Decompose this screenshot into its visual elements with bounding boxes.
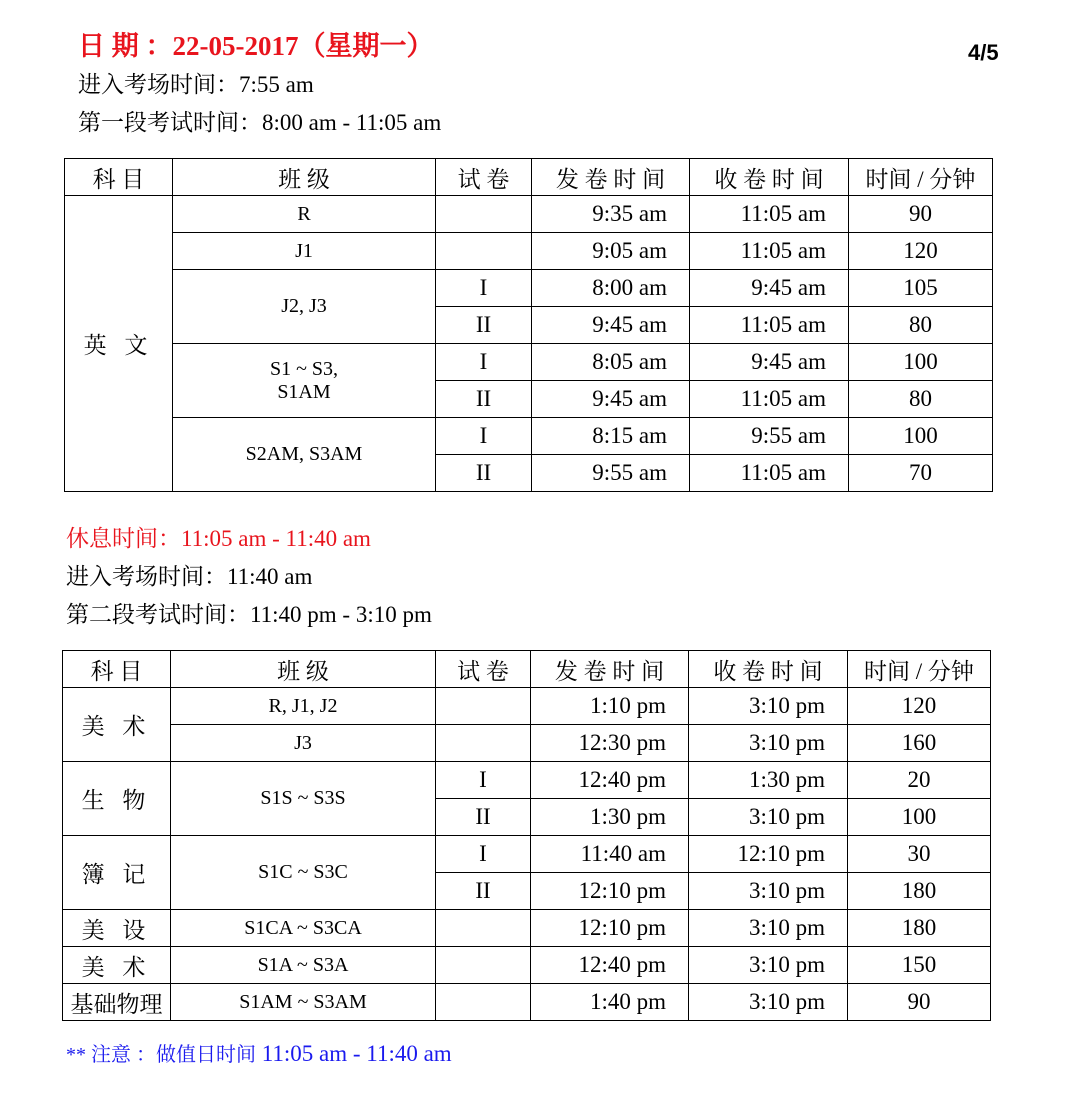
- end-time-cell: 11:05 am: [690, 455, 849, 492]
- col-header-subject: 科 目: [65, 159, 173, 196]
- end-time-cell: 11:05 am: [690, 233, 849, 270]
- subject-cell: 生 物: [63, 762, 171, 836]
- paper-cell: I: [436, 836, 531, 873]
- paper-cell: I: [436, 418, 532, 455]
- col-header-start: 发 卷 时 间: [531, 651, 689, 688]
- class-cell: S1AM ~ S3AM: [171, 984, 436, 1021]
- duration-cell: 105: [849, 270, 993, 307]
- col-header-paper: 试 卷: [436, 159, 532, 196]
- start-time-cell: 9:45 am: [532, 381, 690, 418]
- start-time-cell: 12:40 pm: [531, 947, 689, 984]
- table-row: [63, 836, 991, 873]
- duration-cell: 160: [848, 725, 991, 762]
- subject-cell: 簿 记: [63, 836, 171, 910]
- table-row: [65, 270, 993, 307]
- session1-enter-time: 进入考场时间：7:55 am: [78, 72, 314, 97]
- paper-cell: [436, 196, 532, 233]
- table-row: [65, 196, 993, 233]
- table-row: [63, 725, 991, 762]
- subject-cell: 基础物理: [63, 984, 171, 1021]
- end-time-cell: 3:10 pm: [689, 947, 848, 984]
- schedule-table-session2: [62, 650, 991, 1021]
- paper-cell: [436, 233, 532, 270]
- class-cell: S1CA ~ S3CA: [171, 910, 436, 947]
- table-header-row: [65, 159, 993, 196]
- table-header-row: [63, 651, 991, 688]
- subject-cell: 美 设: [63, 910, 171, 947]
- end-time-cell: 9:55 am: [690, 418, 849, 455]
- duration-cell: 80: [849, 381, 993, 418]
- start-time-cell: 8:05 am: [532, 344, 690, 381]
- duration-cell: 150: [848, 947, 991, 984]
- class-cell: S1S ~ S3S: [171, 762, 436, 836]
- end-time-cell: 9:45 am: [690, 344, 849, 381]
- duration-cell: 100: [849, 418, 993, 455]
- subject-cell: 美 术: [63, 947, 171, 984]
- col-header-class: 班 级: [171, 651, 436, 688]
- col-header-paper: 试 卷: [436, 651, 531, 688]
- end-time-cell: 3:10 pm: [689, 688, 848, 725]
- duty-note-label: ** 注意 ：做值日时间: [66, 1044, 256, 1066]
- class-cell: J3: [171, 725, 436, 762]
- duration-cell: 90: [848, 984, 991, 1021]
- table-row: [63, 984, 991, 1021]
- duration-cell: 180: [848, 873, 991, 910]
- start-time-cell: 9:55 am: [532, 455, 690, 492]
- paper-cell: II: [436, 455, 532, 492]
- start-time-cell: 12:30 pm: [531, 725, 689, 762]
- col-header-end: 收 卷 时 间: [690, 159, 849, 196]
- duration-cell: 90: [849, 196, 993, 233]
- paper-cell: II: [436, 799, 531, 836]
- paper-cell: [436, 947, 531, 984]
- duration-cell: 120: [848, 688, 991, 725]
- end-time-cell: 3:10 pm: [689, 873, 848, 910]
- class-cell: S1A ~ S3A: [171, 947, 436, 984]
- start-time-cell: 8:15 am: [532, 418, 690, 455]
- class-cell: S1 ~ S3, S1AM: [173, 344, 436, 418]
- table-row: [65, 233, 993, 270]
- paper-cell: I: [436, 344, 532, 381]
- start-time-cell: 1:40 pm: [531, 984, 689, 1021]
- col-header-start: 发 卷 时 间: [532, 159, 690, 196]
- subject-cell: 美 术: [63, 688, 171, 762]
- table-row: [65, 418, 993, 455]
- start-time-cell: 9:45 am: [532, 307, 690, 344]
- paper-cell: I: [436, 270, 532, 307]
- duration-cell: 20: [848, 762, 991, 799]
- end-time-cell: 1:30 pm: [689, 762, 848, 799]
- schedule-table-session1: [64, 158, 993, 492]
- end-time-cell: 11:05 am: [690, 196, 849, 233]
- class-cell: J1: [173, 233, 436, 270]
- col-header-subject: 科 目: [63, 651, 171, 688]
- paper-cell: [436, 984, 531, 1021]
- session1-exam-time: 第一段考试时间：8:00 am - 11:05 am: [78, 110, 442, 135]
- class-cell: R: [173, 196, 436, 233]
- duration-cell: 100: [848, 799, 991, 836]
- table-row: [63, 688, 991, 725]
- paper-cell: [436, 688, 531, 725]
- class-cell: R, J1, J2: [171, 688, 436, 725]
- col-header-class: 班 级: [173, 159, 436, 196]
- start-time-cell: 12:10 pm: [531, 873, 689, 910]
- class-cell: J2, J3: [173, 270, 436, 344]
- end-time-cell: 3:10 pm: [689, 725, 848, 762]
- duration-cell: 180: [848, 910, 991, 947]
- paper-cell: [436, 910, 531, 947]
- end-time-cell: 3:10 pm: [689, 799, 848, 836]
- document-title: 日 期 ：22-05-2017（星期一）: [78, 31, 434, 61]
- start-time-cell: 9:05 am: [532, 233, 690, 270]
- start-time-cell: 1:10 pm: [531, 688, 689, 725]
- start-time-cell: 8:00 am: [532, 270, 690, 307]
- page-number: 4/5: [968, 40, 999, 65]
- start-time-cell: 1:30 pm: [531, 799, 689, 836]
- paper-cell: [436, 725, 531, 762]
- start-time-cell: 9:35 am: [532, 196, 690, 233]
- col-header-end: 收 卷 时 间: [689, 651, 848, 688]
- end-time-cell: 11:05 am: [690, 307, 849, 344]
- start-time-cell: 12:10 pm: [531, 910, 689, 947]
- paper-cell: II: [436, 307, 532, 344]
- break-time: 休息时间：11:05 am - 11:40 am: [66, 526, 371, 551]
- end-time-cell: 12:10 pm: [689, 836, 848, 873]
- end-time-cell: 11:05 am: [690, 381, 849, 418]
- end-time-cell: 3:10 pm: [689, 984, 848, 1021]
- duration-cell: 100: [849, 344, 993, 381]
- col-header-duration: 时间 / 分钟: [849, 159, 993, 196]
- table-row: [63, 947, 991, 984]
- duration-cell: 70: [849, 455, 993, 492]
- paper-cell: II: [436, 873, 531, 910]
- duration-cell: 120: [849, 233, 993, 270]
- duration-cell: 30: [848, 836, 991, 873]
- duty-note: [66, 1038, 452, 1067]
- col-header-duration: 时间 / 分钟: [848, 651, 991, 688]
- table-row: [65, 344, 993, 381]
- table-row: [63, 762, 991, 799]
- duty-note-time: 11:05 am - 11:40 am: [261, 1041, 452, 1066]
- paper-cell: II: [436, 381, 532, 418]
- session2-exam-time: 第二段考试时间：11:40 pm - 3:10 pm: [66, 602, 432, 627]
- class-cell: S2AM, S3AM: [173, 418, 436, 492]
- subject-cell: 英 文: [65, 196, 173, 492]
- end-time-cell: 9:45 am: [690, 270, 849, 307]
- paper-cell: I: [436, 762, 531, 799]
- session2-enter-time: 进入考场时间：11:40 am: [66, 564, 313, 589]
- class-cell: S1C ~ S3C: [171, 836, 436, 910]
- start-time-cell: 11:40 am: [531, 836, 689, 873]
- end-time-cell: 3:10 pm: [689, 910, 848, 947]
- duration-cell: 80: [849, 307, 993, 344]
- table-row: [63, 910, 991, 947]
- start-time-cell: 12:40 pm: [531, 762, 689, 799]
